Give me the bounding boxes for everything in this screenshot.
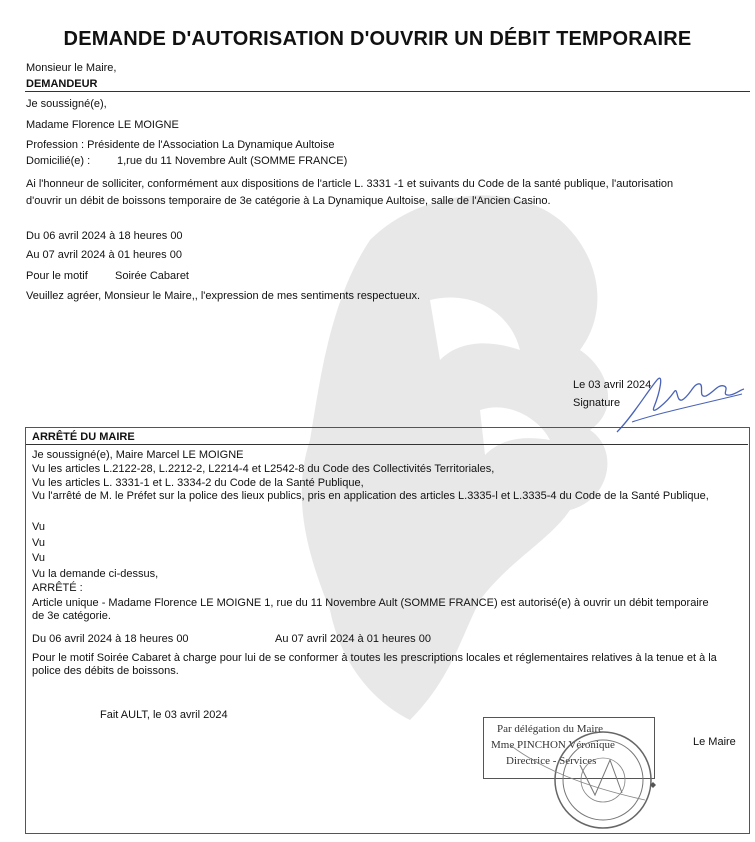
arrete-vu-3: Vu l'arrêté de M. le Préfet sur la police des lieux publics, pris en application des articles L.3335-l et L.3335-4 du Code de la Santé Publique, [32, 490, 709, 502]
demandeur-date-to: Au 07 avril 2024 à 01 heures 00 [26, 249, 182, 261]
arrete-vu-2: Vu les articles L. 3331-1 et L. 3334-2 du Code de la Santé Publique, [32, 477, 364, 489]
closing-formula: Veuillez agréer, Monsieur le Maire,, l'expression de mes sentiments respectueux. [26, 290, 421, 302]
arrete-date-to: Au 07 avril 2024 à 01 heures 00 [275, 633, 431, 645]
handwritten-signature [612, 362, 747, 437]
le-maire: Le Maire [693, 736, 736, 748]
arrete-maire: Je soussigné(e), Maire Marcel LE MOIGNE [32, 449, 244, 461]
arrete-heading: ARRÊTÉ DU MAIRE [32, 431, 135, 443]
page-title: DEMANDE D'AUTORISATION D'OUVRIR UN DÉBIT TEMPORAIRE [63, 28, 692, 50]
motif-label: Pour le motif [26, 270, 88, 282]
fait-a: Fait AULT, le 03 avril 2024 [100, 709, 228, 721]
arrete-vu-a: Vu [32, 521, 46, 533]
date-signed: Le 03 avril 2024 [573, 379, 652, 391]
demandeur-heading: DEMANDEUR [26, 78, 98, 90]
arrete-vu-demande: Vu la demande ci-dessus, [32, 568, 159, 580]
demandeur-name: Madame Florence LE MOIGNE [26, 119, 179, 131]
demandeur-domicile-value: 1,rue du 11 Novembre Ault (SOMME FRANCE) [117, 155, 348, 167]
arrete-vu-c: Vu [32, 552, 46, 564]
demandeur-domicile-label: Domicilié(e) : [26, 155, 91, 167]
request-line-1: Ai l'honneur de solliciter, conformément aux dispositions de l'article L. 3331 -1 et suivants du Code de la santé publique, l'autorisation [26, 178, 674, 190]
arrete-motif: Pour le motif Soirée Cabaret à charge pour lui de se conformer à toutes les prescriptions locales et réglementaires relatives à la tenue et à la police des débits de boissons. [32, 652, 717, 677]
signature-label: Signature [573, 397, 621, 409]
stamp-line-2: Mme PINCHON Véronique [491, 739, 615, 751]
salutation: Monsieur le Maire, [26, 62, 117, 74]
demandeur-profession: Profession : Présidente de l'Association La Dynamique Aultoise [26, 139, 335, 151]
motif-value: Soirée Cabaret [115, 270, 189, 282]
arrete-label: ARRÊTÉ : [32, 582, 83, 594]
stamp-line-1: Par délégation du Maire [497, 723, 603, 735]
arrete-date-from: Du 06 avril 2024 à 18 heures 00 [32, 633, 189, 645]
arrete-divider [26, 444, 748, 445]
mairie-seal-stamp [480, 715, 695, 840]
arrete-vu-b: Vu [32, 537, 46, 549]
demandeur-soussigne: Je soussigné(e), [26, 98, 107, 110]
request-line-2: d'ouvrir un débit de boissons temporaire de 3e catégorie à La Dynamique Aultoise, salle de l'Ancien Casino. [26, 195, 551, 207]
stamp-line-3: Directrice - Services [506, 755, 597, 767]
demandeur-divider [25, 91, 750, 92]
arrete-article: Article unique - Madame Florence LE MOIGNE 1, rue du 11 Novembre Ault (SOMME FRANCE) est autorisé(e) à ouvrir un débit temporaire de 3e catégorie. [32, 597, 709, 622]
arrete-vu-1: Vu les articles L.2122-28, L.2212-2, L2214-4 et L2542-8 du Code des Collectivités Territoriales, [32, 463, 495, 475]
demandeur-date-from: Du 06 avril 2024 à 18 heures 00 [26, 230, 183, 242]
